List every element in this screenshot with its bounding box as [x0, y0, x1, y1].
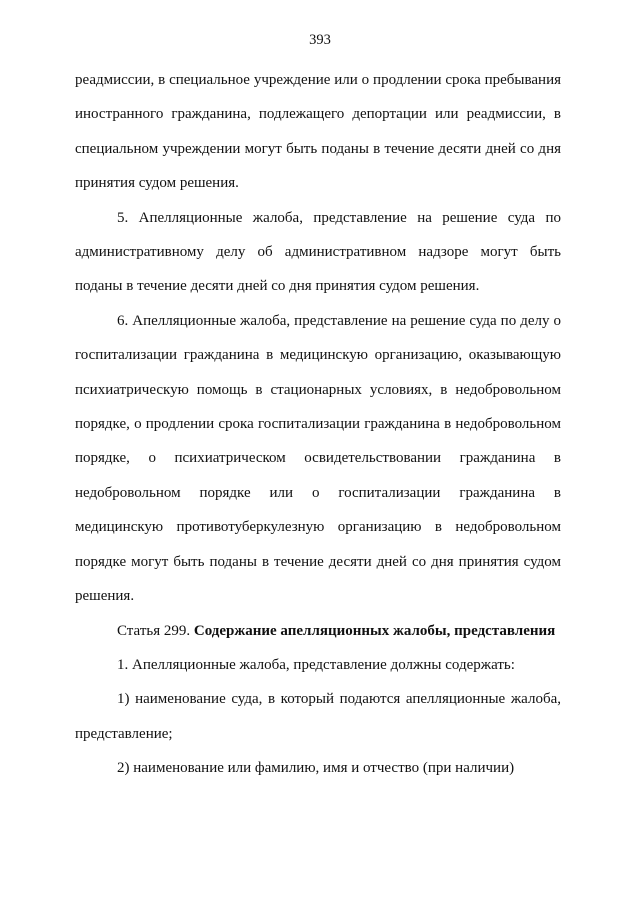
paragraph-item-6: 6. Апелляционные жалоба, представление на решение суда по делу о госпитализации гражданина в медицинскую организацию, оказывающую психиатрическую помощь в стационарных условиях, в недобровольном порядке, о продлении срока госпитализации гражданина в недобровольном порядке, о психиатрическом освидетельствовании гражданина в недобровольном порядке или о госпитализации гражданина в медицинскую противотуберкулезную организацию в недобровольном порядке могут быть поданы в течение десяти дней со дня принятия судом решения.: [75, 312, 561, 605]
article-heading: [75, 614, 561, 648]
article-subitem-1: 1) наименование суда, в который подаются апелляционные жалоба, представление;: [75, 691, 561, 742]
paragraph-continuation: реадмиссии, в специальное учреждение или о продлении срока пребывания иностранного гражданина, подлежащего депортации или реадмиссии, в специальном учреждении могут быть поданы в течение десяти дней со дня принятия судом решения.: [75, 72, 561, 192]
document-body: [75, 63, 561, 786]
page-number: 393: [309, 32, 331, 48]
article-title: Содержание апелляционных жалобы, представления: [193, 622, 556, 639]
article-subitem-2: 2) наименование или фамилию, имя и отчество (при наличии): [117, 760, 515, 777]
article-label: Статья 299.: [117, 622, 194, 639]
paragraph-item-5: 5. Апелляционные жалоба, представление на решение суда по административному делу об административном надзоре могут быть поданы в течение десяти дней со дня принятия судом решения.: [75, 209, 561, 295]
article-paragraph-1: 1. Апелляционные жалоба, представление должны содержать:: [117, 656, 515, 673]
